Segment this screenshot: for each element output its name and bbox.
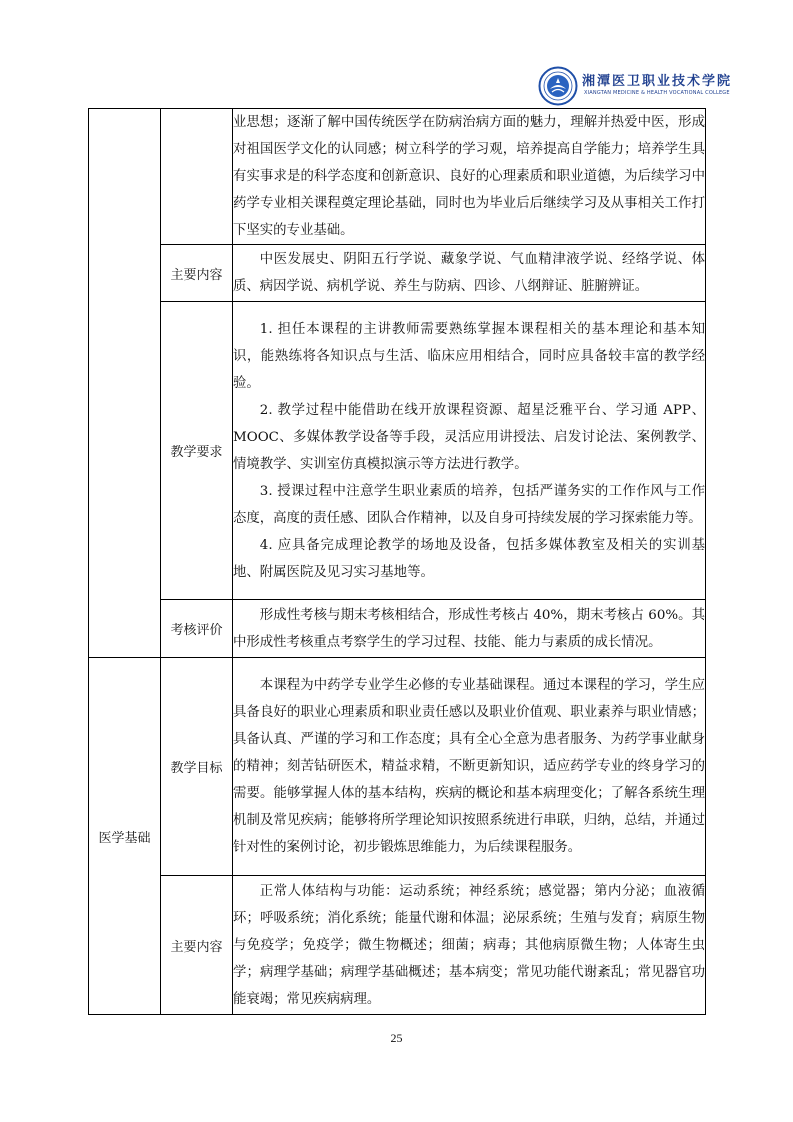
table-row: [89, 302, 706, 600]
logo-english-name: XIANGTAN MEDICINE & HEALTH VOCATIONAL COLLEGE: [584, 90, 730, 96]
teaching-requirements-cell: [233, 302, 706, 600]
requirement-item: 1. 担任本课程的主讲教师需要熟练掌握本课程相关的基本理论和基本知识，能熟练将各知识点与生活、临床应用相结合，同时应具备较丰富的教学经验。: [233, 321, 705, 391]
page-header: [0, 0, 793, 110]
assessment-cell: [233, 600, 706, 658]
requirement-item: 4. 应具备完成理论教学的场地及设备，包括多媒体教室及相关的实训基地、附属医院及见习实习基地等。: [233, 537, 705, 580]
teaching-goals-text: 本课程为中药学专业学生必修的专业基础课程。通过本课程的学习，学生应具备良好的职业心理素质和职业责任感以及职业价值观、职业素养与职业情感；具备认真、严谨的学习和工作态度；具有全心全意为患者服务、为药学事业献身的精神；刻苦钻研医术，精益求精，不断更新知识，适应药学专业的终身学习的需要。能够掌握人体的基本结构，疾病的概论和基本病理变化；了解各系统生理机制及常见疾病；能够将所学理论知识按照系统进行串联，归纳，总结，并通过针对性的案例讨论，初步锻炼思维能力，为后续课程服务。: [233, 678, 705, 855]
goal-text-continued: 业思想；逐渐了解中国传统医学在防病治病方面的魅力，理解并热爱中医，形成对祖国医学文化的认同感；树立科学的学习观，培养提高自学能力；培养学生具有实事求是的科学态度和创新意识、良好的心理素质和职业道德，为后续学习中药学专业相关课程奠定理论基础，同时也为毕业后后继续学习及从事相关工作打下坚实的专业基础。: [233, 115, 705, 238]
teaching-requirements-label: 教学要求: [161, 302, 233, 600]
goal-text-continued-cell: [233, 109, 706, 245]
assessment-text: 形成性考核与期末考核相结合，形成性考核占 40%，期末考核占 60%。其中形成性考核重点考察学生的学习过程、技能、能力与素质的成长情况。: [233, 607, 705, 650]
main-content-cell-2: [233, 876, 706, 1015]
main-content-label-2: 主要内容: [161, 876, 233, 1015]
teaching-goals-cell: [233, 658, 706, 876]
college-emblem-icon: [538, 66, 578, 106]
page-number: 25: [390, 1031, 403, 1045]
table-row: [89, 600, 706, 658]
main-content-text-2: 正常人体结构与功能：运动系统；神经系统；感觉器；第内分泌；血液循环；呼吸系统；消化系统；能量代谢和体温；泌尿系统；生殖与发育；病原生物与免疫学；免疫学；微生物概述；细菌；病毒；其他病原微生物；人体寄生虫学；病理学基础；病理学基础概述；基本病变；常见功能代谢紊乱；常见器官功能衰竭；常见疾病病理。: [233, 883, 705, 1007]
teaching-goals-label: 教学目标: [161, 658, 233, 876]
main-content-cell: [233, 245, 706, 302]
assessment-label: 考核评价: [161, 600, 233, 658]
logo-chinese-name: 湘潭医卫职业技术学院: [582, 74, 733, 89]
subheading-cell-empty: [161, 109, 233, 245]
table-row: [89, 876, 706, 1015]
requirement-item: 3. 授课过程中注意学生职业素质的培养，包括严谨务实的工作作风与工作态度，高度的责任感、团队合作精神，以及自身可持续发展的学习探索能力等。: [233, 483, 705, 526]
main-content-text: 中医发展史、阴阳五行学说、藏象学说、气血精津液学说、经络学说、体质、病因学说、病机学说、养生与防病、四诊、八纲辩证、脏腑辨证。: [233, 252, 705, 294]
main-content-label: 主要内容: [161, 245, 233, 302]
table-row: [89, 245, 706, 302]
category-cell-continued: [89, 109, 161, 658]
curriculum-table: [88, 108, 706, 1015]
table-row: [89, 658, 706, 876]
category-medical-basics: 医学基础: [89, 658, 161, 1015]
table-row: [89, 109, 706, 245]
college-logo: [538, 66, 733, 106]
requirement-item: 2. 教学过程中能借助在线开放课程资源、超星泛雅平台、学习通 APP、MOOC、多媒体教学设备等手段，灵活应用讲授法、启发讨论法、案例教学、情境教学、实训室仿真模拟演示等方法进行教学。: [233, 402, 705, 472]
